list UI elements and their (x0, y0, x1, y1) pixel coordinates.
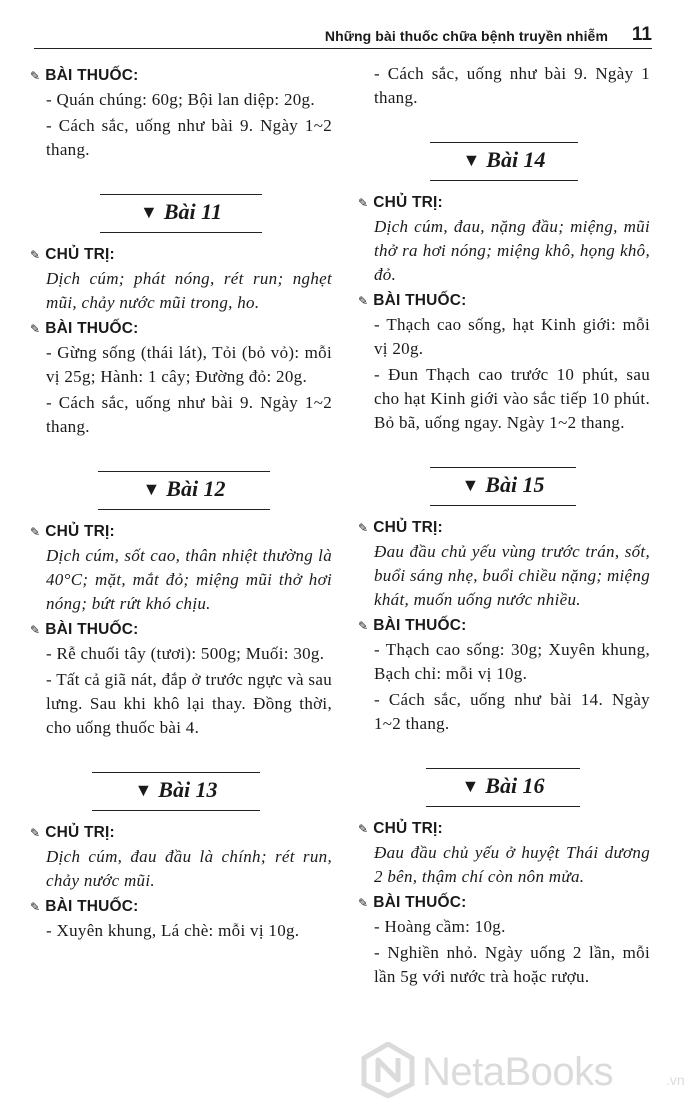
med-item: - Rễ chuối tây (tươi): 500g; Muối: 30g. (46, 644, 325, 663)
recipe-bai-12 (30, 457, 332, 740)
med-item: - Nghiền nhỏ. Ngày uống 2 lần, mỗi lần 5g với nước trà hoặc rượu. (374, 943, 650, 986)
pen-bullet-icon: ✎ (358, 294, 369, 308)
pen-bullet-icon: ✎ (30, 322, 41, 336)
treat-text: Dịch cúm, sốt cao, thân nhiệt thường là 40°C; mặt, mắt đỏ; miệng mũi thở hơi nóng; bứt rứt khó chịu. (46, 546, 332, 613)
title-rule-bottom (426, 806, 580, 807)
treat-text: Đau đầu chủ yếu ở huyệt Thái dương 2 bên, thậm chí còn nôn mửa. (374, 843, 650, 886)
med-item: - Cách sắc, uống như bài 9. Ngày 1 thang. (374, 64, 650, 107)
recipe-title: ▼ Bài 12 (98, 472, 270, 509)
treat-text: Đau đầu chủ yếu vùng trước trán, sốt, buổi sáng nhẹ, buổi chiều nặng; miệng khát, muốn uống nước nhiều. (374, 542, 650, 609)
pen-bullet-icon: ✎ (358, 196, 369, 210)
pestle-icon: ▼ (140, 202, 158, 222)
med-item: - Cách sắc, uống như bài 14. Ngày 1~2 thang. (374, 690, 650, 733)
pen-bullet-icon: ✎ (30, 248, 41, 262)
recipe-title: ▼ Bài 13 (92, 773, 260, 810)
pen-bullet-icon: ✎ (358, 619, 369, 633)
netabooks-logo-icon (360, 1042, 416, 1098)
meds-label: ✎ BÀI THUỐC: (30, 618, 332, 642)
recipe-title: ▼ Bài 15 (430, 468, 576, 505)
pestle-icon: ▼ (142, 479, 161, 499)
title-rule-bottom (430, 505, 576, 506)
running-header (34, 22, 652, 49)
treat-label: ✎ CHỦ TRỊ: (30, 520, 332, 544)
meds-label: ✎ BÀI THUỐC: (358, 891, 650, 915)
med-item: - Thạch cao sống: 30g; Xuyên khung, Bạch chỉ: mỗi vị 10g. (374, 640, 650, 683)
recipe-bai-15 (358, 453, 650, 736)
recipe-continued-left (30, 64, 332, 162)
recipe-bai-13 (30, 758, 332, 943)
med-item: - Thạch cao sống, hạt Kinh giới: mỗi vị 20g. (374, 315, 650, 358)
med-item: - Xuyên khung, Lá chè: mỗi vị 10g. (46, 921, 300, 940)
treat-label: ✎ CHỦ TRỊ: (358, 817, 650, 841)
recipe-continued-right (358, 62, 650, 110)
page-number: 11 (631, 24, 652, 45)
watermark-suffix: .vn (666, 1072, 685, 1088)
meds-label: ✎ BÀI THUỐC: (30, 64, 332, 88)
treat-label: ✎ CHỦ TRỊ: (358, 516, 650, 540)
pen-bullet-icon: ✎ (358, 822, 369, 836)
meds-label: ✎ BÀI THUỐC: (358, 614, 650, 638)
med-item: - Tất cả giã nát, đắp ở trước ngực và sau lưng. Sau khi khô lại thay. Đồng thời, cho uống thuốc bài 4. (46, 670, 332, 737)
recipe-bai-11 (30, 180, 332, 439)
med-item: - Quán chúng: 60g; Bội lan diệp: 20g. (46, 90, 315, 109)
title-rule-bottom (98, 509, 270, 510)
meds-label: ✎ BÀI THUỐC: (30, 317, 332, 341)
treat-text: Dịch cúm, đau, nặng đầu; miệng, mũi thở ra hơi nóng; miệng khô, họng khô, đỏ. (374, 217, 650, 284)
pen-bullet-icon: ✎ (30, 69, 41, 83)
right-column (358, 62, 650, 991)
title-rule-bottom (100, 232, 262, 233)
netabooks-watermark (360, 1038, 700, 1108)
med-item: - Cách sắc, uống như bài 9. Ngày 1~2 thang. (46, 116, 332, 159)
meds-label: ✎ BÀI THUỐC: (30, 895, 332, 919)
med-item: - Cách sắc, uống như bài 9. Ngày 1~2 thang. (46, 393, 332, 436)
med-item: - Hoàng cầm: 10g. (374, 917, 506, 936)
pen-bullet-icon: ✎ (358, 521, 369, 535)
recipe-bai-14 (358, 128, 650, 435)
pestle-icon: ▼ (462, 150, 481, 170)
watermark-brand: NetaBooks (422, 1050, 614, 1094)
pen-bullet-icon: ✎ (30, 900, 41, 914)
pestle-icon: ▼ (461, 776, 480, 796)
pestle-icon: ▼ (134, 780, 153, 800)
treat-label: ✎ CHỦ TRỊ: (30, 243, 332, 267)
meds-label: ✎ BÀI THUỐC: (358, 289, 650, 313)
pen-bullet-icon: ✎ (358, 896, 369, 910)
title-rule-bottom (92, 810, 260, 811)
recipe-title: ▼ Bài 16 (426, 769, 580, 806)
treat-text: Dịch cúm, đau đầu là chính; rét run, chảy nước mũi. (46, 847, 332, 890)
treat-text: Dịch cúm; phát nóng, rét run; nghẹt mũi, chảy nước mũi trong, ho. (46, 269, 332, 312)
recipe-bai-16 (358, 754, 650, 989)
pen-bullet-icon: ✎ (30, 826, 41, 840)
pestle-icon: ▼ (461, 475, 480, 495)
recipe-title: ▼ Bài 14 (430, 143, 578, 180)
left-column (30, 62, 332, 945)
med-item: - Gừng sống (thái lát), Tỏi (bỏ vỏ): mỗi vị 25g; Hành: 1 cây; Đường đỏ: 20g. (46, 343, 332, 386)
title-rule-bottom (430, 180, 578, 181)
treat-label: ✎ CHỦ TRỊ: (30, 821, 332, 845)
pen-bullet-icon: ✎ (30, 525, 41, 539)
med-item: - Đun Thạch cao trước 10 phút, sau cho hạt Kinh giới vào sắc tiếp 10 phút. Bỏ bã, uống ngay. Ngày 1~2 thang. (374, 365, 650, 432)
running-header-title: Những bài thuốc chữa bệnh truyền nhiễm (324, 28, 608, 44)
recipe-title: ▼ Bài 11 (100, 195, 262, 232)
pen-bullet-icon: ✎ (30, 623, 41, 637)
treat-label: ✎ CHỦ TRỊ: (358, 191, 650, 215)
